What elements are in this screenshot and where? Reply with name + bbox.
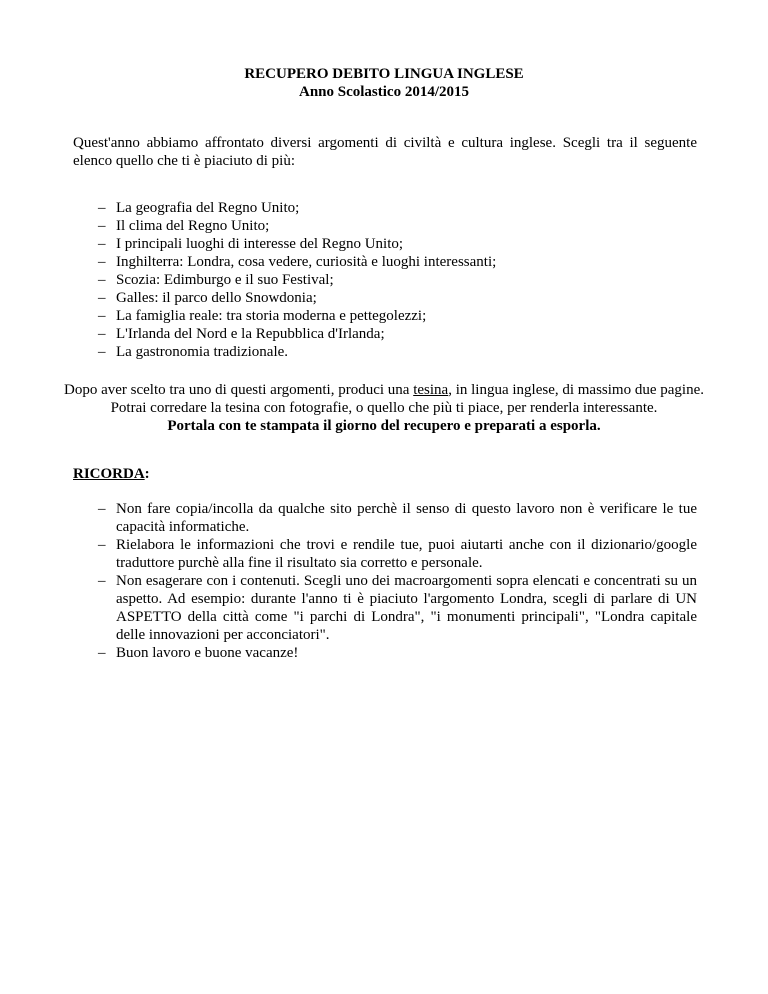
topic-item (73, 217, 697, 235)
topic-item-text: La famiglia reale: tra storia moderna e pettegolezzi; (116, 308, 427, 324)
dash-bullet: – (98, 200, 106, 216)
topic-item-text: La gastronomia tradizionale. (116, 344, 289, 360)
topic-item-text: Inghilterra: Londra, cosa vedere, curiosità e luoghi interessanti; (116, 254, 497, 270)
document-subtitle: Anno Scolastico 2014/2015 (298, 84, 469, 100)
remember-list (73, 500, 697, 662)
remember-heading (73, 465, 150, 483)
dash-bullet: – (98, 501, 106, 517)
instructions-underlined-word: tesina (413, 382, 449, 398)
remember-heading-colon: : (144, 466, 150, 482)
dash-bullet: – (98, 573, 106, 589)
remember-heading-label: RICORDA (73, 466, 145, 482)
dash-bullet: – (98, 290, 106, 306)
topics-list (73, 199, 697, 361)
topic-item (73, 199, 697, 217)
topic-item (73, 235, 697, 253)
topic-item (73, 307, 697, 325)
topics-list-container (73, 199, 697, 361)
instructions-paragraph (60, 381, 708, 435)
topic-item (73, 271, 697, 289)
dash-bullet: – (98, 272, 106, 288)
topic-item-text: I principali luoghi di interesse del Regno Unito; (116, 236, 404, 252)
dash-bullet: – (98, 326, 106, 342)
topic-item-text: Galles: il parco dello Snowdonia; (116, 290, 317, 306)
instructions-bold-line: Portala con te stampata il giorno del recupero e preparati a esporla. (167, 418, 601, 434)
remember-item-text: Non esagerare con i contenuti. Scegli uno dei macroargomenti sopra elencati e concentrati su un aspetto. Ad esempio: durante l'anno ti è piaciuto l'argomento Londra, scegli di parlare di UN ASPETTO della città come "i parchi di Londra", "i monumenti principali", "Londra capitale delle innovazioni per acconciatori". (116, 573, 697, 643)
dash-bullet: – (98, 344, 106, 360)
intro-paragraph: Quest'anno abbiamo affrontato diversi argomenti di civiltà e cultura inglese. Scegli tra il seguente elenco quello che ti è piaciuto di più: (73, 135, 697, 169)
instructions-text-1: Dopo aver scelto tra uno di questi argomenti, produci una (63, 382, 414, 398)
dash-bullet: – (98, 254, 106, 270)
title-block (0, 65, 768, 101)
instructions-text-2: , in lingua inglese, di massimo due pagine. Potrai corredare la tesina con fotografie, o quello che più ti piace, per renderla interessante. (110, 382, 704, 416)
dash-bullet: – (98, 645, 106, 661)
dash-bullet: – (98, 218, 106, 234)
topic-item (73, 343, 697, 361)
remember-item-text: Non fare copia/incolla da qualche sito perchè il senso di questo lavoro non è verificare le tue capacità informatiche. (116, 501, 697, 535)
topic-item-text: L'Irlanda del Nord e la Repubblica d'Irlanda; (116, 326, 385, 342)
topic-item (73, 253, 697, 271)
remember-item (73, 536, 697, 572)
document-title: RECUPERO DEBITO LINGUA INGLESE (244, 66, 524, 82)
remember-item (73, 644, 697, 662)
dash-bullet: – (98, 537, 106, 553)
remember-item (73, 500, 697, 536)
topic-item-text: Scozia: Edimburgo e il suo Festival; (116, 272, 334, 288)
remember-list-container (73, 500, 697, 662)
remember-item-text: Rielabora le informazioni che trovi e rendile tue, puoi aiutarti anche con il dizionario/google traduttore purchè alla fine il risultato sia corretto e personale. (116, 537, 697, 571)
topic-item (73, 289, 697, 307)
remember-item (73, 572, 697, 644)
dash-bullet: – (98, 236, 106, 252)
topic-item-text: La geografia del Regno Unito; (116, 200, 300, 216)
topic-item-text: Il clima del Regno Unito; (116, 218, 270, 234)
dash-bullet: – (98, 308, 106, 324)
remember-item-text: Buon lavoro e buone vacanze! (116, 645, 299, 661)
topic-item (73, 325, 697, 343)
